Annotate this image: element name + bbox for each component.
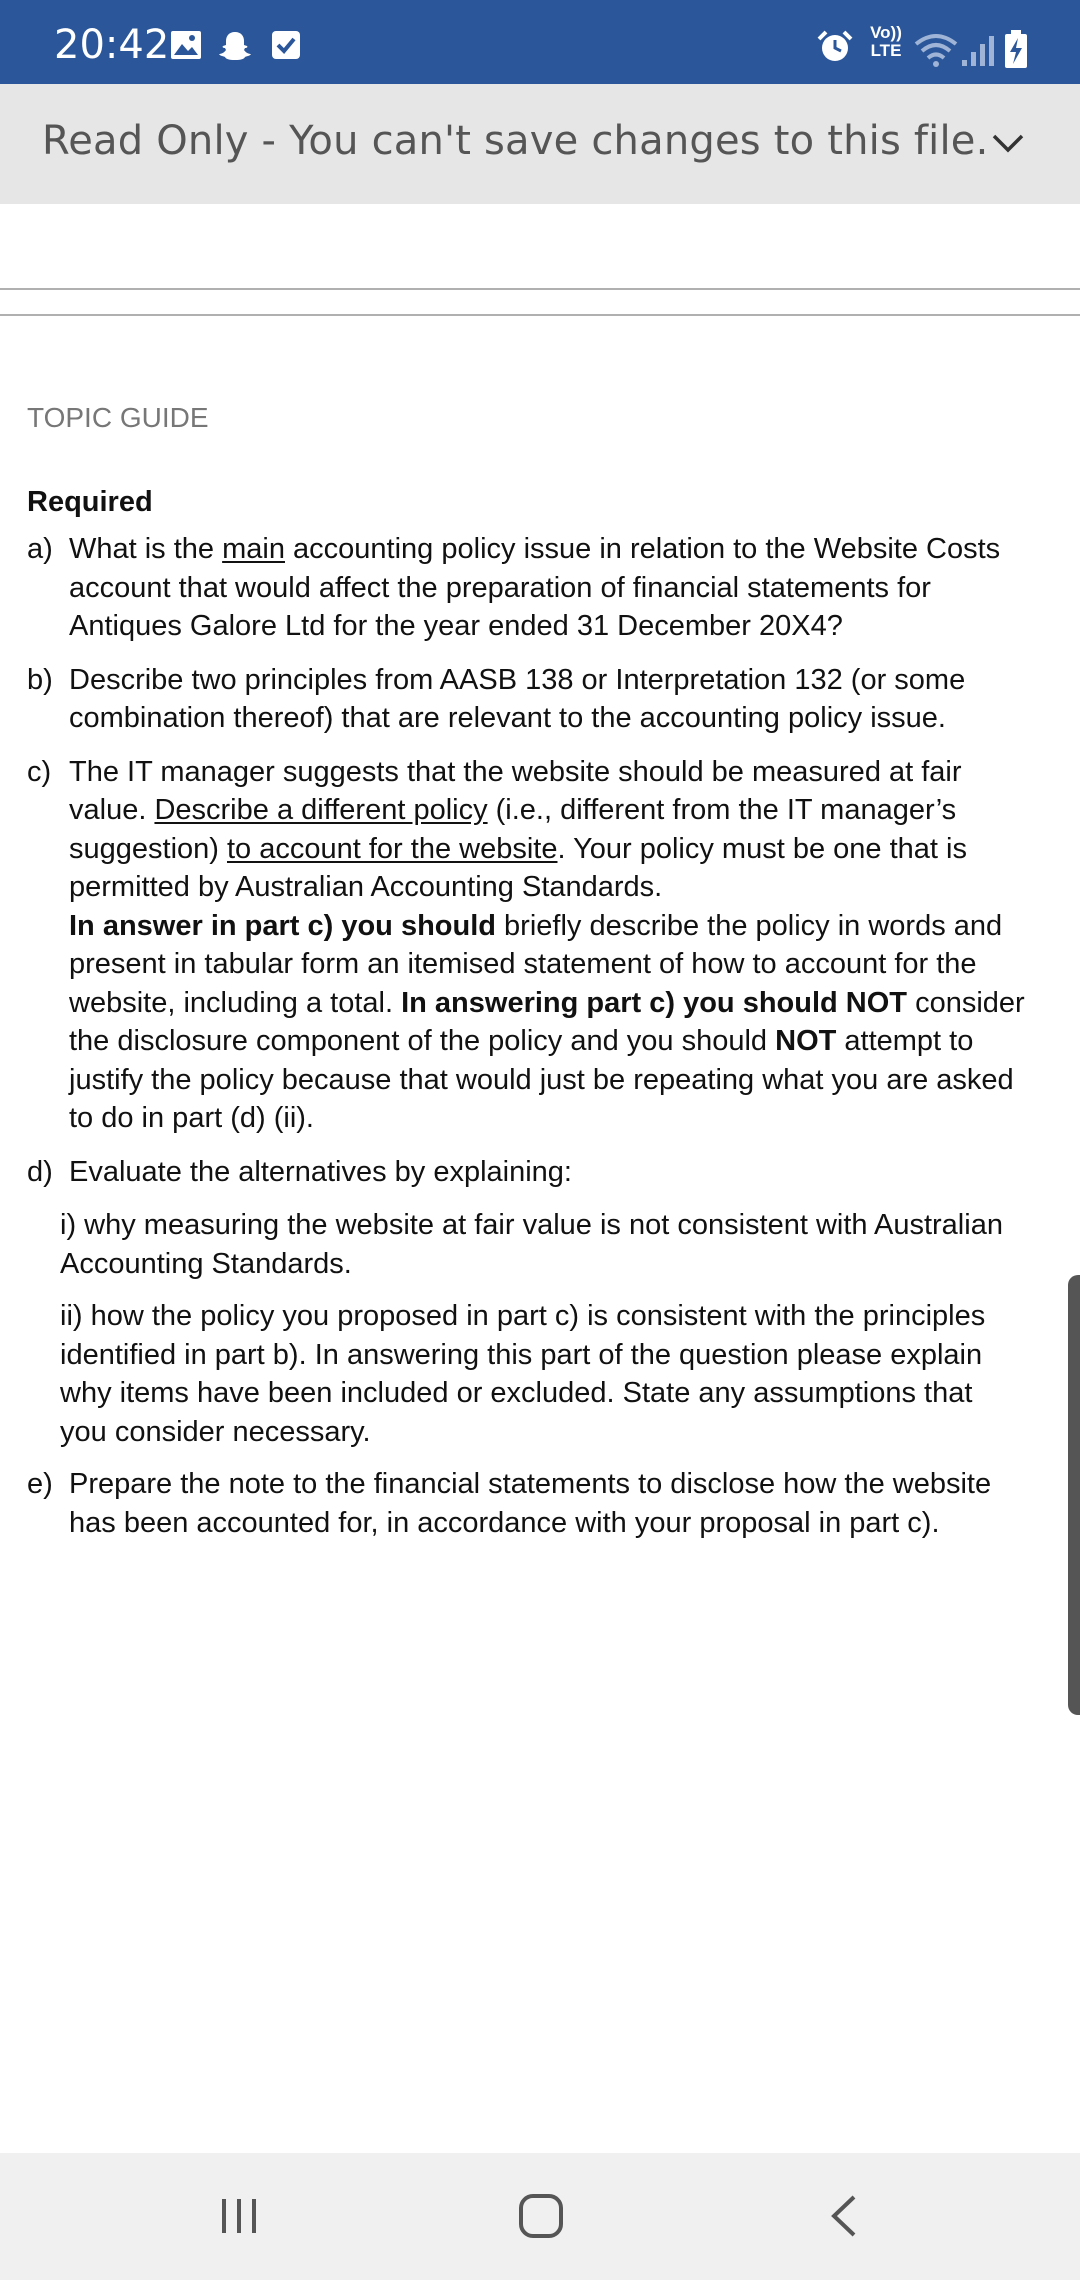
required-heading: Required [27, 486, 153, 518]
question-bold: In answering part c) you should NOT [401, 986, 908, 1019]
question-bold: NOT [775, 1025, 837, 1057]
question-letter: d) [27, 1155, 53, 1188]
question-e [27, 1465, 1027, 1542]
back-icon[interactable] [822, 2193, 868, 2239]
question-bold: In answer in part c) you should [69, 909, 496, 942]
question-b [27, 661, 1027, 738]
question-text: attempt to justify the policy because that would just be repeating what you are asked to do in part (d) (ii). [69, 1025, 1014, 1134]
question-underline: to account for the website [227, 832, 558, 865]
page-divider [0, 288, 1080, 290]
status-time: 20:42 [54, 22, 170, 68]
question-list [27, 530, 1027, 1557]
question-text: The IT manager suggests that the website should be measured at fair value. [69, 755, 962, 826]
question-text: accounting policy issue in relation to the Website Costs account that would affect the preparation of financial statements for Antiques Galore Ltd for the year ended 31 December 20X4? [69, 533, 1001, 642]
question-text: Prepare the note to the financial statements to disclose how the website has been accounted for, in accordance with your proposal in part c). [69, 1468, 992, 1539]
signal-icon [960, 32, 996, 68]
question-text: Evaluate the alternatives by explaining: [69, 1155, 572, 1188]
volte-icon [866, 24, 906, 60]
volte-label-top: Vo)) [870, 23, 902, 42]
alarm-icon [816, 30, 854, 64]
question-letter: b) [27, 663, 53, 696]
wifi-icon [914, 32, 958, 68]
question-text: consider the disclosure component of the policy and you should [69, 986, 1025, 1057]
question-text: Describe two principles from AASB 138 or Interpretation 132 (or some combination thereof) that are relevant to the accounting policy issue. [69, 663, 966, 734]
navigation-bar [0, 2153, 1080, 2280]
gallery-icon [170, 30, 202, 60]
chevron-down-icon[interactable] [990, 130, 1026, 154]
home-icon[interactable] [518, 2193, 564, 2239]
question-text: What is the [69, 533, 223, 565]
question-letter: e) [27, 1468, 53, 1500]
question-letter: c) [27, 755, 52, 788]
question-underline: Describe a different policy [154, 794, 488, 826]
volte-label-bottom: LTE [870, 41, 902, 60]
read-only-message: Read Only - You can't save changes to this file. [42, 118, 989, 164]
question-text: briefly describe the policy in words and present in tabular form an itemised statement of how to account for the website, including a total. [69, 909, 1003, 1019]
question-text: . Your policy must be one that is permitted by Australian Accounting Standards. [69, 832, 967, 903]
topic-guide-heading: TOPIC GUIDE [27, 402, 209, 433]
battery-charging-icon [1004, 30, 1028, 70]
snapchat-icon [218, 30, 252, 62]
question-d-i: i) why measuring the website at fair value is not consistent with Australian Accounting Standards. [60, 1209, 1003, 1280]
question-c [27, 753, 1027, 1138]
recent-apps-icon[interactable] [216, 2193, 262, 2239]
read-only-banner[interactable] [0, 84, 1080, 204]
question-d-ii: ii) how the policy you proposed in part c) is consistent with the principles identified in part b). In answering this part of the question please explain why items have been included or excluded. State any assumptions that you consider necessary. [60, 1300, 986, 1448]
question-d [27, 1153, 1027, 1192]
question-a [27, 530, 1027, 646]
question-letter: a) [27, 533, 53, 565]
status-bar [0, 0, 1080, 84]
page-divider [0, 314, 1080, 316]
scrollbar-thumb[interactable] [1068, 1275, 1080, 1715]
question-underline: main [222, 533, 285, 565]
checkbox-icon [270, 30, 302, 60]
question-text: (i.e., different from the IT manager’s suggestion) [69, 794, 957, 865]
